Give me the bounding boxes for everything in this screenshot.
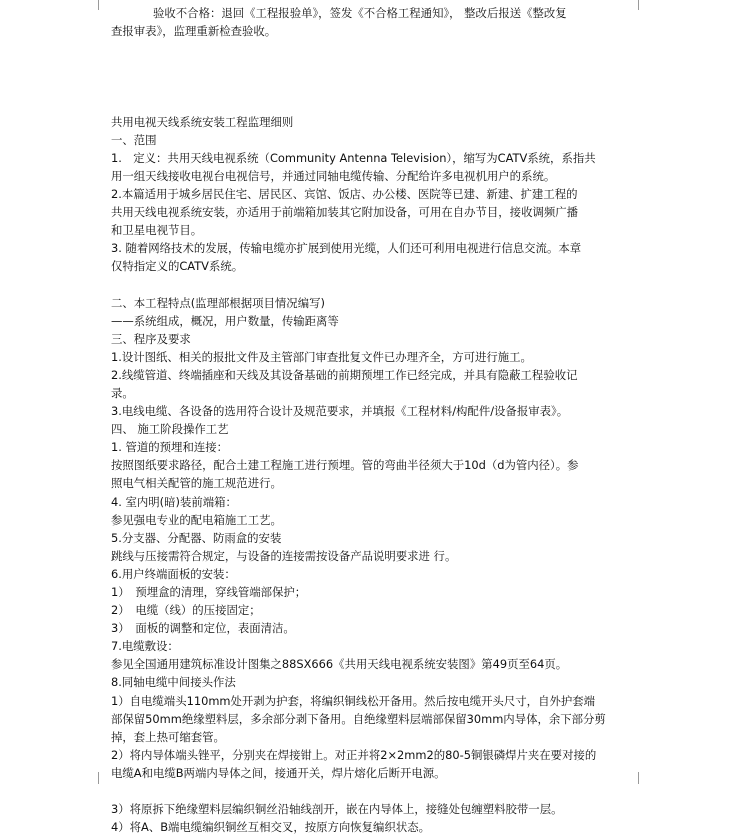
text-line: 8.同轴电缆中间接头作法: [111, 675, 236, 690]
blank-line: [111, 94, 631, 112]
section-title: 共用电视天线系统安装工程监理细则: [111, 114, 294, 129]
text-line: ——系统组成，概况，用户数量，传输距离等: [111, 313, 339, 328]
text-line: 1）自电缆端头110mm处开剥为护套，将编织铜线松开备用。然后按电缆开头尺寸，自外护套端: [111, 693, 596, 708]
text-line: 3.电线电缆、各设备的选用符合设计及规范要求，并填报《工程材料/构配件/设备报审表》。: [111, 404, 569, 419]
text-line: 3） 面板的调整和定位，表面清洁。: [111, 621, 295, 636]
text-line: 3）将原拆下绝缘塑料层编织铜丝沿轴线剖开，嵌在内导体上，接缝处包缠塑料胶带一层。: [111, 802, 563, 817]
text-line: 3. 随着网络技术的发展，传输电缆亦扩展到使用光缆，人们还可利用电视进行信息交流。本章: [111, 241, 582, 256]
section-heading: 三、程序及要求: [111, 331, 191, 346]
section-heading: 一、范围: [111, 132, 157, 147]
text-line: 按照图纸要求路径，配合土建工程施工进行预埋。管的弯曲半径须大于10d（d为管内径）。参: [111, 458, 579, 473]
text-line: 2.线缆管道、终端插座和天线及其设备基础的前期预埋工作已经完成，并具有隐蔽工程验收记: [111, 367, 578, 382]
text-line: 1） 预埋盒的清理，穿线管端部保护；: [111, 585, 307, 599]
page-corner-mark: [638, 772, 639, 784]
blank-line: [111, 76, 631, 94]
text-line: 用一组天线接收电视台电视信号，并通过同轴电缆传输、分配给许多电视机用户的系统。: [111, 168, 556, 183]
text-line: 4）将A、B端电缆编织铜丝互相交叉，按原方向恢复编织状态。: [111, 820, 431, 835]
text-line: 共用天线电视系统安装，亦适用于前端箱加装其它附加设备，可用在自办节目，接收调频广播: [111, 205, 579, 220]
text-line: 参见强电专业的配电箱施工工艺。: [111, 512, 282, 527]
text-line: 5.分支器、分配器、防雨盒的安装: [111, 530, 282, 545]
text-line: 掉，套上热可缩套管。: [111, 729, 225, 744]
page-corner-mark: [638, 0, 639, 10]
text-line: 部保留50mm绝缘塑料层，多余部分剥下备用。自绝缘塑料层端部保留30mm内导体，余下部分剪: [111, 711, 606, 726]
text-line: 2） 电缆（线）的压接固定；: [111, 603, 261, 618]
text-line: 验收不合格：退回《工程报验单》，签发《不合格工程通知》， 整改后报送《整改复: [153, 6, 567, 20]
text-line: 7.电缆敷设：: [111, 639, 179, 654]
text-line: 4. 室内明(暗)装前端箱：: [111, 494, 237, 509]
text-line: 查报审表》，监理重新检查验收。: [111, 24, 277, 39]
text-line: 参见全国通用建筑标准设计图集之88SX666《共用天线电视系统安装图》第49页至64页。: [111, 657, 568, 672]
page-corner-mark: [98, 772, 99, 784]
blank-line: [111, 58, 631, 76]
text-line: 2.本篇适用于城乡居民住宅、居民区、宾馆、饭店、办公楼、医院等已建、新建、扩建工程的: [111, 186, 578, 201]
section-heading: 二、本工程特点(监理部根据项目情况编写): [111, 295, 325, 310]
text-line: 照电气相关配管的施工规范进行。: [111, 476, 282, 491]
text-line: 1. 管道的预埋和连接：: [111, 440, 229, 455]
text-line: 仅特指定义的CATV系统。: [111, 259, 244, 274]
blank-line: [111, 275, 631, 293]
blank-line: [111, 782, 631, 800]
blank-line: [111, 40, 631, 58]
text-line: 6.用户终端面板的安装：: [111, 566, 236, 581]
page-corner-mark: [98, 0, 99, 10]
text-line: 1. 定义：共用天线电视系统（Community Antenna Television），缩写为CATV系统，系指共: [111, 150, 596, 165]
text-line: 1.设计图纸、相关的报批文件及主管部门审查批复文件已办理齐全，方可进行施工。: [111, 349, 532, 364]
text-line: 2）将内导体端头锉平，分别夹在焊接钳上。对正并将2×2mm2的80-5铜银磷焊片夹在要对接的: [111, 747, 597, 762]
text-line: 和卫星电视节目。: [111, 223, 203, 238]
document-body: [111, 4, 631, 836]
text-line: 录。: [111, 385, 134, 400]
text-line: 跳线与压接需符合规定，与设备的连接需按设备产品说明要求进 行。: [111, 548, 457, 563]
section-heading: 四、 施工阶段操作工艺: [111, 422, 229, 437]
text-line: 电缆A和电缆B两端内导体之间，接通开关，焊片熔化后断开电源。: [111, 765, 446, 780]
